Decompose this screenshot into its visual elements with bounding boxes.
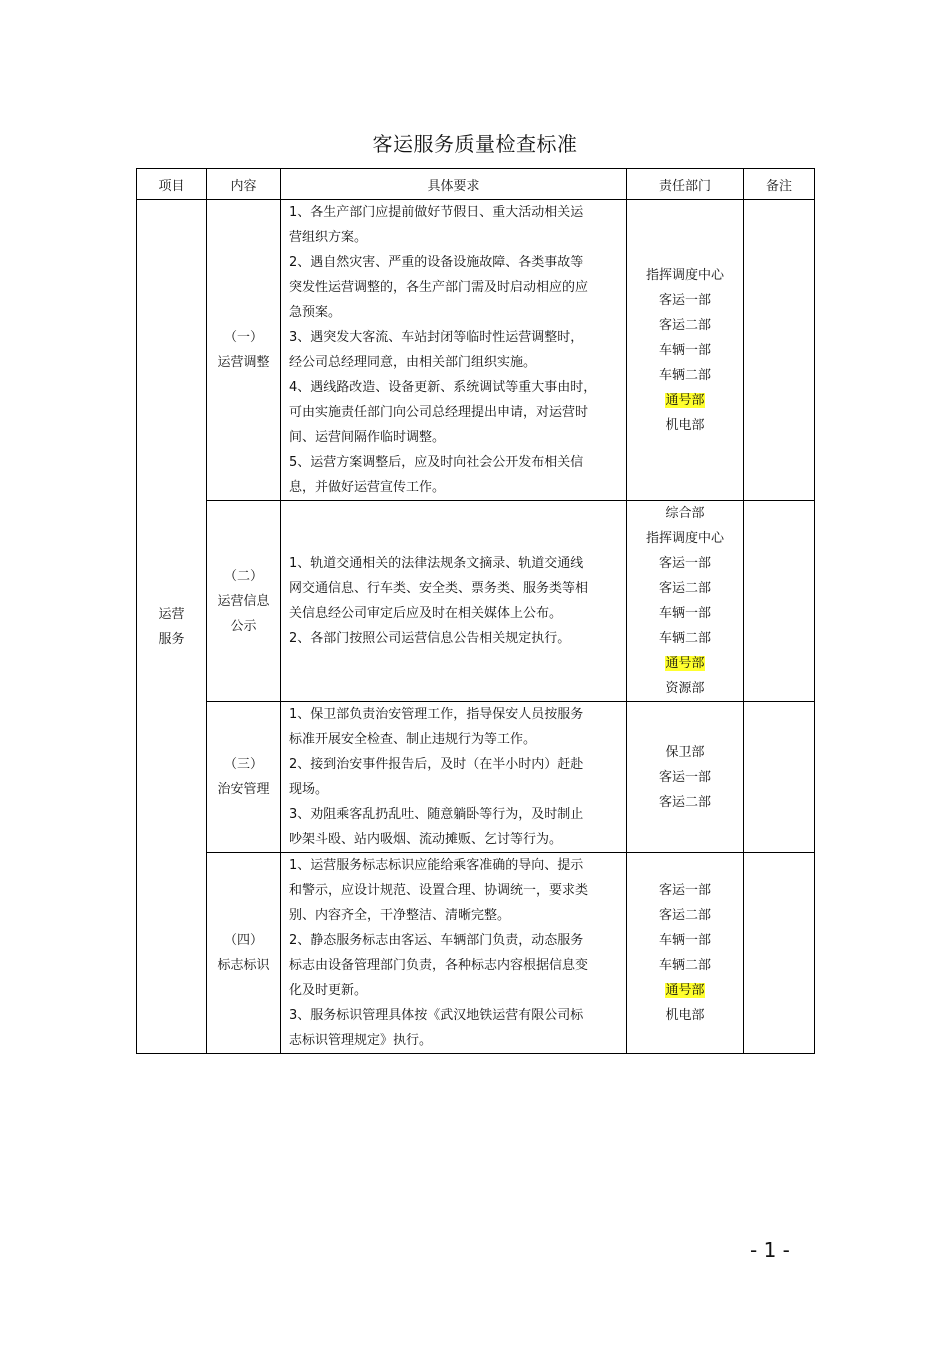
note-cell xyxy=(744,200,815,501)
note-cell xyxy=(744,702,815,853)
requirement-line: 2、遇自然灾害、严重的设备设施故障、各类事故等 xyxy=(289,255,584,270)
department-name: 车辆一部 xyxy=(658,342,711,358)
department-name: 客运一部 xyxy=(658,292,711,308)
requirement-line: 营组织方案。 xyxy=(289,230,368,245)
content-number: （四） xyxy=(223,933,263,948)
requirement-line: 间、运营间隔作临时调整。 xyxy=(289,430,446,445)
content-cell xyxy=(207,702,281,853)
requirements-cell xyxy=(281,853,627,1054)
content-name: 运营调整 xyxy=(217,355,270,370)
requirement-line: 息，并做好运营宣传工作。 xyxy=(289,480,446,495)
department-name: 客运二部 xyxy=(658,317,711,333)
content-number: （二） xyxy=(223,568,263,584)
page-number: - 1 - xyxy=(750,1238,790,1262)
header-content: 内容 xyxy=(207,169,281,200)
content-name: 公示 xyxy=(230,618,257,634)
table-row xyxy=(137,853,815,1054)
requirement-line: 别、内容齐全，干净整洁、清晰完整。 xyxy=(289,908,511,923)
department-name: 客运一部 xyxy=(658,883,711,898)
department-name: 综合部 xyxy=(665,506,705,521)
table-row xyxy=(137,200,815,501)
department-name-highlighted: 通号部 xyxy=(665,392,705,408)
requirement-line: 吵架斗殴、站内吸烟、流动摊贩、乞讨等行为。 xyxy=(289,832,563,847)
requirement-line: 3、服务标识管理具体按《武汉地铁运营有限公司标 xyxy=(289,1008,584,1023)
content-number: （三） xyxy=(223,757,263,772)
category-line: 服务 xyxy=(158,631,185,647)
content-cell xyxy=(207,200,281,501)
department-name: 机电部 xyxy=(665,1008,705,1023)
table-row xyxy=(137,501,815,702)
department-name: 客运二部 xyxy=(658,908,711,923)
department-name: 指挥调度中心 xyxy=(645,531,724,546)
category-cell xyxy=(137,200,207,1054)
content-cell xyxy=(207,853,281,1054)
requirement-line: 经公司总经理同意，由相关部门组织实施。 xyxy=(289,355,537,370)
requirements-cell xyxy=(281,702,627,853)
requirement-line: 网交通信息、行车类、安全类、票务类、服务类等相 xyxy=(289,581,589,596)
requirement-line: 化及时更新。 xyxy=(289,983,368,998)
department-name: 车辆一部 xyxy=(658,606,711,621)
department-cell xyxy=(627,200,744,501)
requirement-line: 4、遇线路改造、设备更新、系统调试等重大事由时， xyxy=(289,380,597,395)
requirement-line: 现场。 xyxy=(289,782,329,797)
department-cell xyxy=(627,853,744,1054)
department-name: 客运二部 xyxy=(658,581,711,596)
department-name: 车辆一部 xyxy=(658,933,711,948)
department-cell xyxy=(627,501,744,702)
table-row xyxy=(137,702,815,853)
department-name: 资源部 xyxy=(665,681,705,696)
department-name-highlighted: 通号部 xyxy=(665,983,705,998)
header-department: 责任部门 xyxy=(627,169,744,200)
department-name: 客运一部 xyxy=(658,556,711,571)
requirement-line: 2、各部门按照公司运营信息公告相关规定执行。 xyxy=(289,631,571,646)
department-name: 指挥调度中心 xyxy=(645,267,724,283)
department-name: 客运一部 xyxy=(658,769,711,785)
requirement-line: 2、静态服务标志由客运、车辆部门负责，动态服务 xyxy=(289,933,584,948)
requirement-line: 3、遇突发大客流、车站封闭等临时性运营调整时， xyxy=(289,330,584,345)
requirement-line: 标志由设备管理部门负责，各种标志内容根据信息变 xyxy=(289,958,589,973)
requirement-line: 1、保卫部负责治安管理工作，指导保安人员按服务 xyxy=(289,707,584,722)
requirement-line: 关信息经公司审定后应及时在相关媒体上公布。 xyxy=(289,606,563,621)
note-cell xyxy=(744,853,815,1054)
content-number: （一） xyxy=(223,330,263,345)
standards-table xyxy=(136,168,815,1054)
document-title: 客运服务质量检查标准 xyxy=(372,132,578,156)
department-name: 机电部 xyxy=(665,417,705,433)
department-name: 车辆二部 xyxy=(658,958,711,973)
department-name: 保卫部 xyxy=(665,744,705,760)
requirement-line: 2、接到治安事件报告后，及时（在半小时内）赶赴 xyxy=(289,757,584,772)
header-item: 项目 xyxy=(137,169,207,200)
header-requirements: 具体要求 xyxy=(281,169,627,200)
requirement-line: 3、劝阻乘客乱扔乱吐、随意躺卧等行为，及时制止 xyxy=(289,807,584,822)
content-name: 运营信息 xyxy=(217,593,270,609)
department-name: 车辆二部 xyxy=(658,631,711,646)
requirement-line: 志标识管理规定》执行。 xyxy=(289,1033,433,1048)
department-name-highlighted: 通号部 xyxy=(665,656,705,671)
requirements-cell xyxy=(281,200,627,501)
header-note: 备注 xyxy=(744,169,815,200)
table-header-row xyxy=(137,169,815,200)
requirement-line: 1、轨道交通相关的法律法规条文摘录、轨道交通线 xyxy=(289,556,584,571)
content-name: 治安管理 xyxy=(217,782,270,797)
department-cell xyxy=(627,702,744,853)
department-name: 车辆二部 xyxy=(658,367,711,383)
department-name: 客运二部 xyxy=(658,794,711,810)
requirement-line: 1、运营服务标志标识应能给乘客准确的导向、提示 xyxy=(289,858,584,873)
note-cell xyxy=(744,501,815,702)
requirements-cell xyxy=(281,501,627,702)
requirement-line: 突发性运营调整的，各生产部门需及时启动相应的应 xyxy=(289,280,589,295)
requirement-line: 急预案。 xyxy=(289,305,342,320)
requirement-line: 和警示，应设计规范、设置合理、协调统一，要求类 xyxy=(289,883,589,898)
requirement-line: 可由实施责任部门向公司总经理提出申请，对运营时 xyxy=(289,405,589,420)
content-cell xyxy=(207,501,281,702)
category-line: 运营 xyxy=(158,606,185,622)
requirement-line: 标准开展安全检查、制止违规行为等工作。 xyxy=(289,732,537,747)
requirement-line: 1、各生产部门应提前做好节假日、重大活动相关运 xyxy=(289,205,584,220)
requirement-line: 5、运营方案调整后，应及时向社会公开发布相关信 xyxy=(289,455,584,470)
content-name: 标志标识 xyxy=(217,958,270,973)
